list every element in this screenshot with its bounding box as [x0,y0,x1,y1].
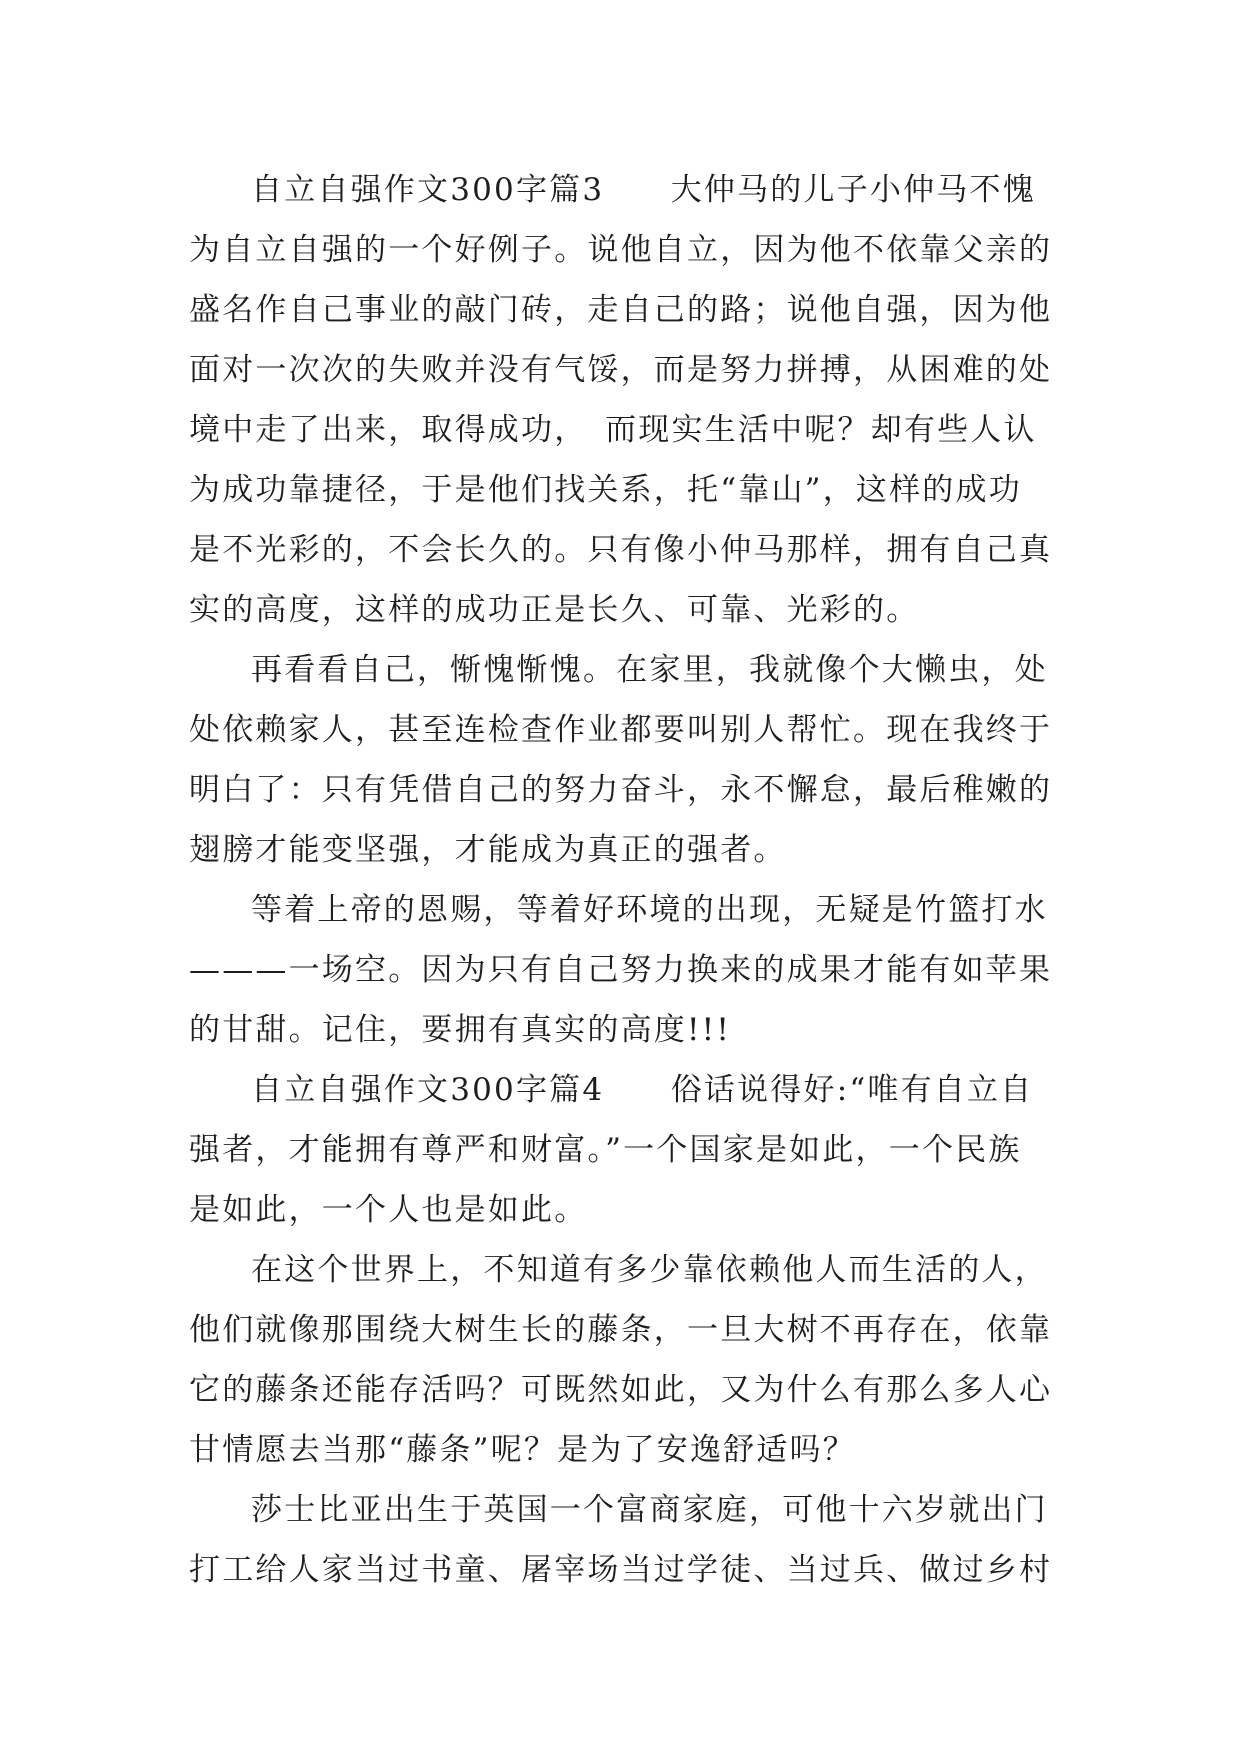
text-line: 自立自强作文300字篇4 俗话说得好:“唯有自立自 [251,1072,1034,1108]
text-line: 明白了：只有凭借自己的努力奋斗，永不懈怠，最后稚嫩的 [189,772,1053,808]
text-line: 为成功靠捷径，于是他们找关系，托“靠山”，这样的成功 [189,472,1022,508]
text-line: 翅膀才能变坚强，才能成为真正的强者。 [189,832,787,868]
text-line: 境中走了出来，取得成功， 而现实生活中呢？却有些人认 [189,412,1037,448]
text-line: 处依赖家人，甚至连检查作业都要叫别人帮忙。现在我终于 [189,712,1053,748]
text-line: ———一场空。因为只有自己努力换来的成果才能有如苹果 [189,952,1053,988]
text-line: 盛名作自己事业的敲门砖，走自己的路；说他自强，因为他 [189,292,1053,328]
paragraph [189,1060,1049,1240]
paragraph [189,880,1053,1060]
text-line: 强者，才能拥有尊严和财富。”一个国家是如此，一个民族 [189,1132,1022,1168]
text-line: 是如此，一个人也是如此。 [189,1192,588,1228]
paragraph [189,160,1053,640]
text-line: 莎士比亚出生于英国一个富商家庭，可他十六岁就出门 [251,1492,1048,1528]
text-line: 是不光彩的，不会长久的。只有像小仲马那样，拥有自己真 [189,532,1053,568]
paragraph [189,1480,1053,1600]
text-line: 甘情愿去当那“藤条”呢？是为了安逸舒适吗？ [189,1432,856,1468]
text-line: 面对一次次的失败并没有气馁，而是努力拼搏，从困难的处 [189,352,1053,388]
text-line: 的甘甜。记住，要拥有真实的高度!!! [189,1012,731,1048]
paragraph [189,1240,1053,1480]
text-line: 为自立自强的一个好例子。说他自立，因为他不依靠父亲的 [189,232,1053,268]
text-line: 自立自强作文300字篇3 大仲马的儿子小仲马不愧 [251,172,1036,208]
text-line: 他们就像那围绕大树生长的藤条，一旦大树不再存在，依靠 [189,1312,1053,1348]
text-line: 它的藤条还能存活吗？可既然如此，又为什么有那么多人心 [189,1372,1053,1408]
text-line: 再看看自己，惭愧惭愧。在家里，我就像个大懒虫，处 [251,652,1048,688]
text-line: 实的高度，这样的成功正是长久、可靠、光彩的。 [189,592,920,628]
paragraph [189,640,1053,880]
document-body [189,160,1053,1600]
text-line: 等着上帝的恩赐，等着好环境的出现，无疑是竹篮打水 [251,892,1048,928]
text-line: 在这个世界上，不知道有多少靠依赖他人而生活的人， [251,1252,1048,1288]
text-line: 打工给人家当过书童、屠宰场当过学徒、当过兵、做过乡村 [189,1552,1053,1588]
